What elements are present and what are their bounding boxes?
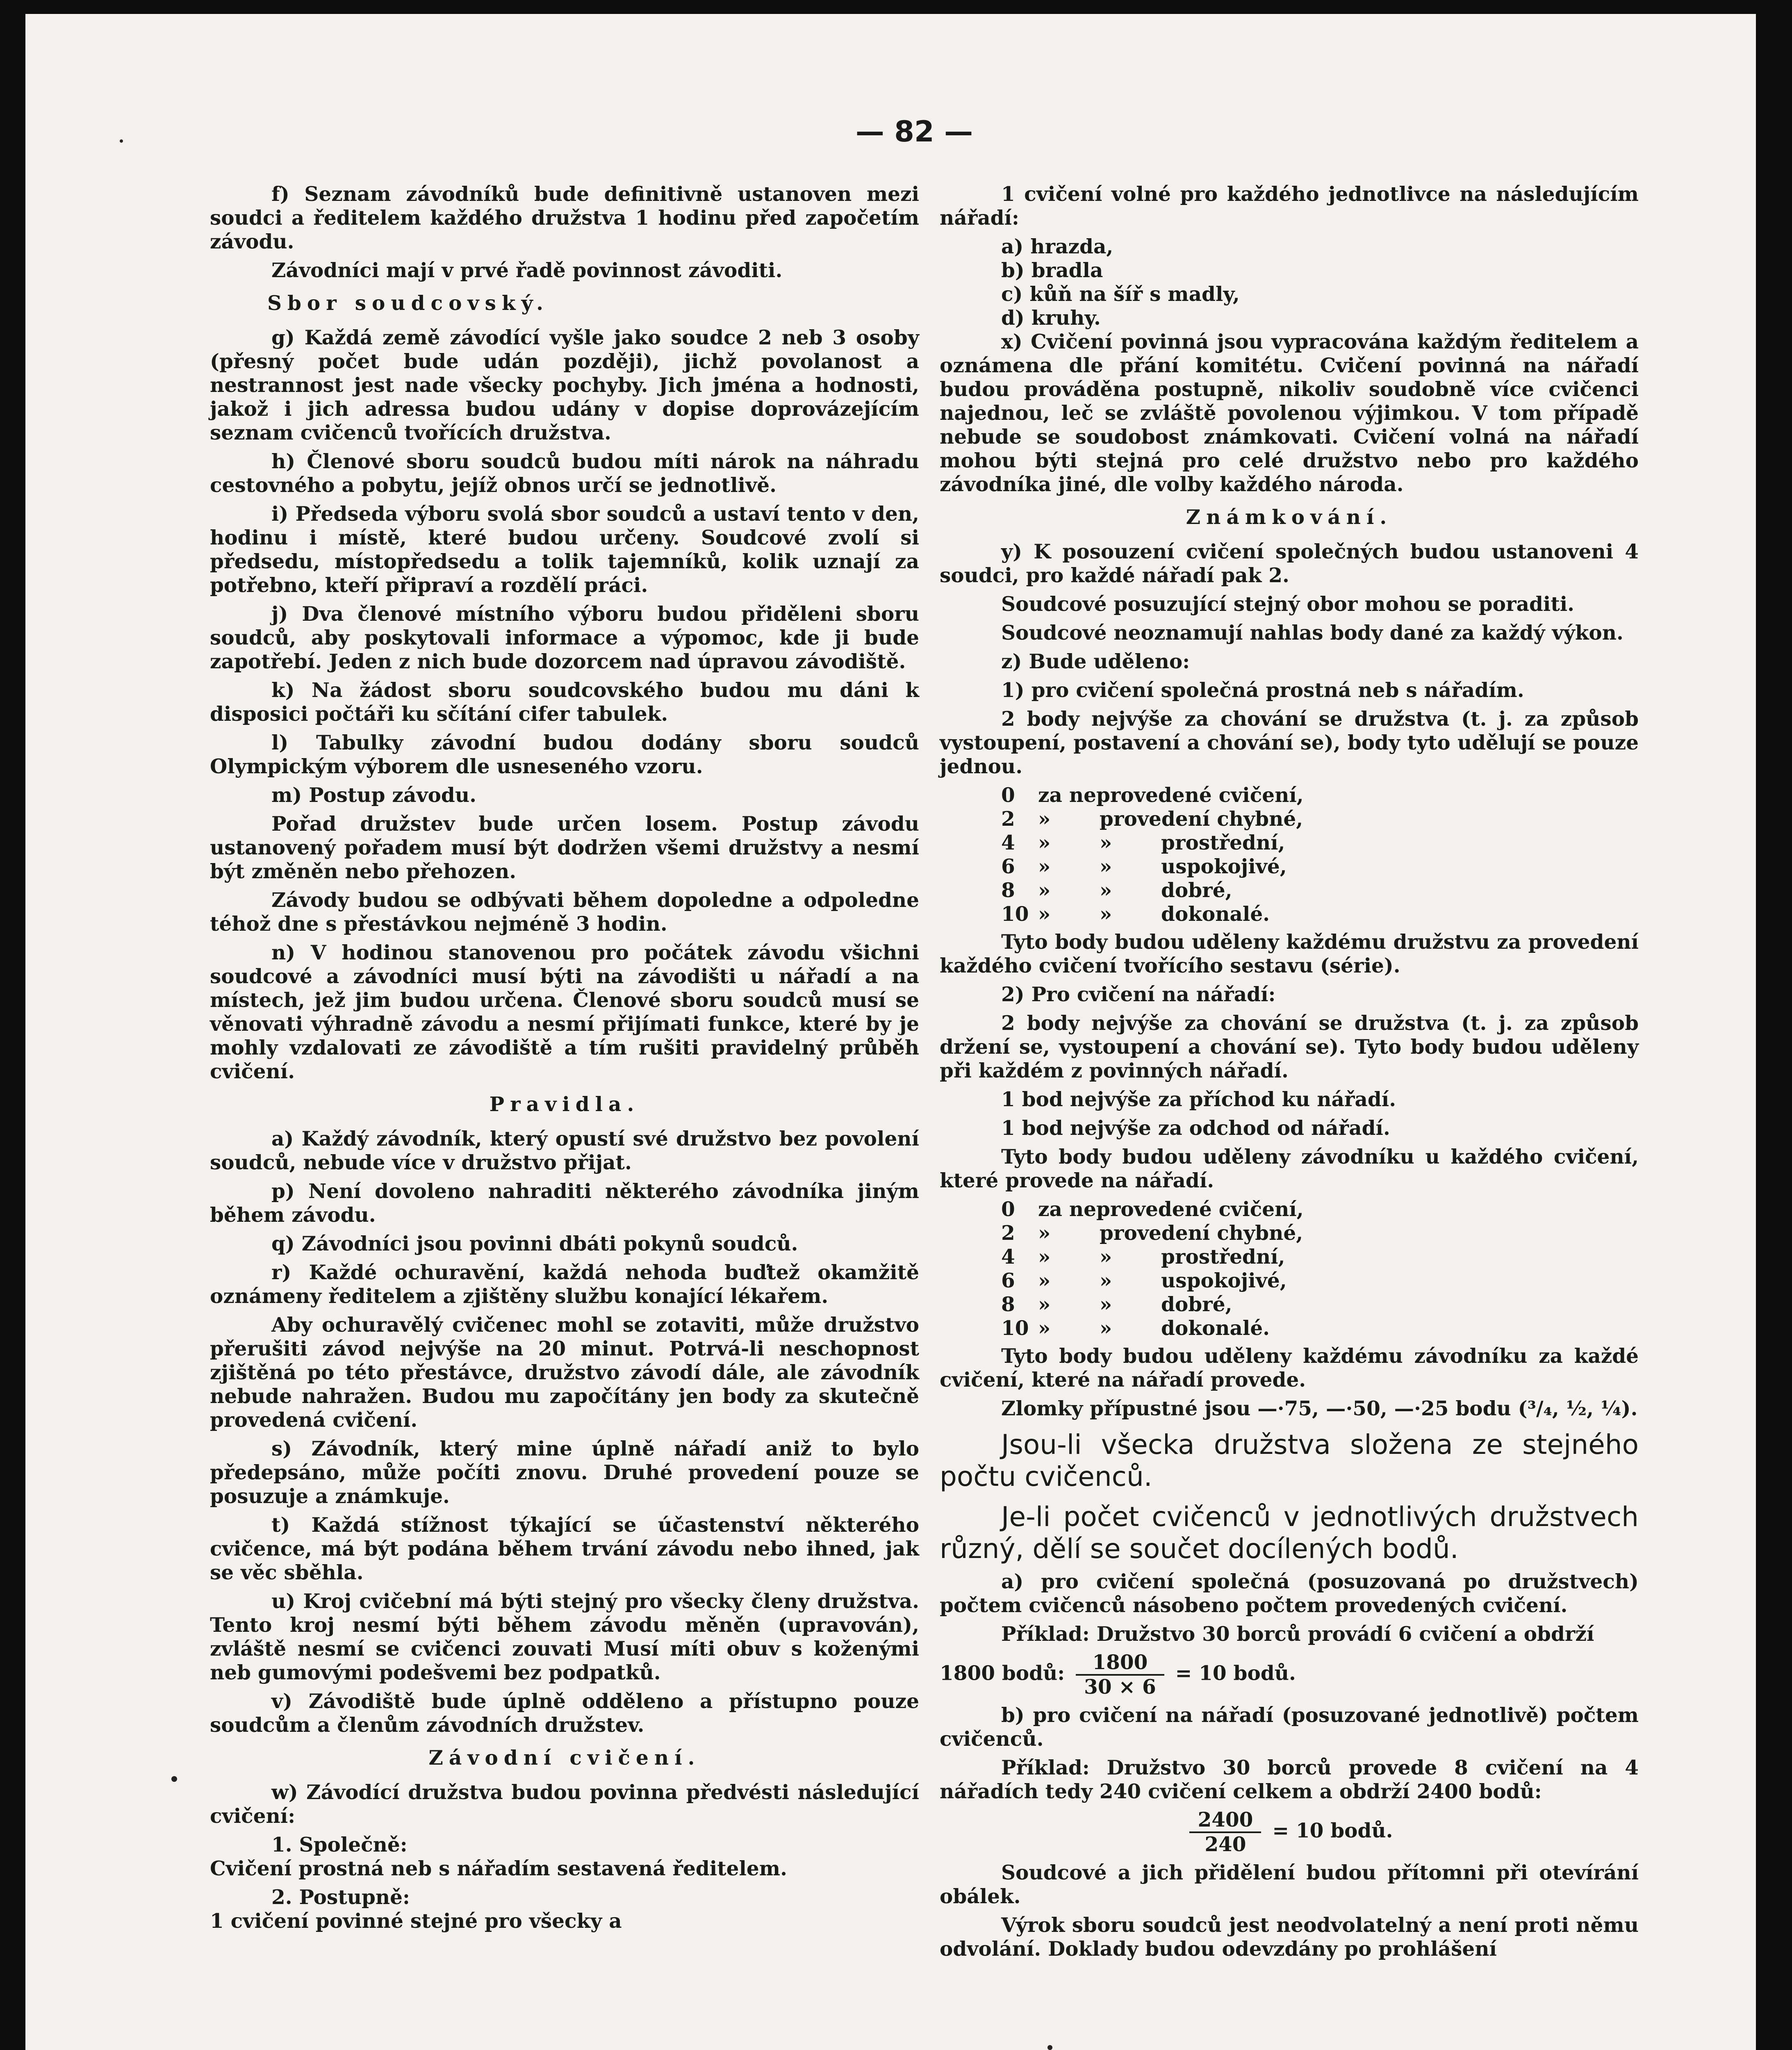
scale-points: 6 [1001, 855, 1015, 878]
ditto-mark: » [1038, 855, 1051, 878]
paragraph-m2: Pořad družstev bude určen losem. Postup závodu ustanovený pořadem musí být dodržen všemi družstvy a nesmí být změněn nebo přehozen. [210, 812, 919, 883]
paragraph-2: 2) Pro cvičení na nářadí: [1001, 983, 1276, 1006]
ditto-mark: » [1038, 1293, 1051, 1316]
heading-zavodni-cviceni: Závodní cvičení. [428, 1746, 701, 1770]
ditto-mark: » [1038, 1269, 1051, 1292]
scale-points: 2 [1001, 807, 1015, 831]
paragraph-l: l) Tabulky závodní budou dodány sboru soudců Olympickým výborem dle usneseného vzoru. [210, 731, 919, 778]
apparatus-d: d) kruhy. [1001, 306, 1101, 330]
example-2-fraction [1189, 1809, 1261, 1856]
scale-points: 8 [1001, 879, 1015, 902]
paragraph-m: m) Postup závodu. [271, 784, 476, 807]
ditto-mark: » [1100, 1269, 1112, 1292]
paragraph-f2: Závodníci mají v prvé řadě povinnost závoditi. [271, 259, 783, 282]
scale-text: dobré, [1161, 1293, 1232, 1316]
example-2-denominator: 240 [1205, 1833, 1246, 1856]
heading-pravidla: Pravidla. [489, 1093, 640, 1116]
ditto-mark: » [1038, 807, 1051, 831]
example-2-result: = 10 bodů. [1272, 1819, 1393, 1843]
paragraph-z: z) Bude uděleno: [1001, 650, 1190, 673]
ditto-mark: » [1100, 831, 1112, 854]
scale-text: prostřední, [1161, 1245, 1285, 1269]
paragraph-t: t) Každá stížnost týkající se účastenství některého cvičence, má být podána během trvání závodu nebo ihned, jak se věc sběhla. [210, 1513, 919, 1584]
scale-row [1001, 1221, 1639, 1245]
scale-text: provedení chybné, [1100, 807, 1303, 831]
scale-row [1001, 1293, 1639, 1317]
scale-points: 10 [1001, 1317, 1029, 1340]
scoring-scale-2 [940, 1198, 1639, 1340]
apparatus-a: a) hrazda, [1001, 235, 1113, 258]
paragraph-w4: 1 cvičení povinné stejné pro všecky a [210, 1909, 622, 1933]
scale-text: dokonalé. [1161, 1317, 1270, 1340]
scale-row [1001, 855, 1639, 879]
scoring-scale-1 [940, 784, 1639, 926]
scale-row [1001, 784, 1639, 807]
scale-text: dobré, [1161, 879, 1232, 902]
scale-text: provedení chybné, [1100, 1221, 1303, 1245]
paragraph-w3: 2. Postupně: [271, 1886, 410, 1909]
scale-points: 2 [1001, 1221, 1015, 1245]
scale-text: dokonalé. [1161, 902, 1270, 926]
paragraph-y: y) K posouzení cvičení společných budou ustanoveni 4 soudci, pro každé nářadí pak 2. [940, 540, 1639, 587]
heading-sbor-soudcovsky: Sbor soudcovský. [267, 292, 549, 315]
paragraph-2b: 1 bod nejvýše za příchod ku nářadí. [1001, 1088, 1396, 1111]
scale-text: uspokojivé, [1161, 1269, 1287, 1292]
ditto-mark: » [1100, 879, 1112, 902]
ditto-mark: » [1038, 1245, 1051, 1269]
scale-row [1001, 1198, 1639, 1221]
paragraph-2a: 2 body nejvýše za chování se družstva (t. j. za způsob držení se, vystoupení a chování se). Tyto body budou uděleny při každém z povinných nářadí. [940, 1011, 1639, 1082]
paragraph-v: v) Závodiště bude úplně odděleno a přístupno pouze soudcům a členům závodních družstev. [210, 1690, 919, 1737]
paragraph-tyto-2: Tyto body budou uděleny každému závodníku za každé cvičení, které na nářadí provede. [940, 1344, 1639, 1392]
scale-text: za neprovedené cvičení, [1038, 1198, 1304, 1221]
paragraph-h: h) Členové sboru soudců budou míti nárok na náhradu cestovného a pobytu, jejíž obnos určí se jednotlivě. [210, 450, 919, 497]
ditto-mark: » [1038, 831, 1051, 854]
scale-row [1001, 902, 1639, 926]
paragraph-w: w) Závodící družstva budou povinna předvésti následující cvičení: [210, 1781, 919, 1828]
scale-row [1001, 807, 1639, 831]
scale-points: 0 [1001, 1198, 1015, 1221]
paragraph-y3: Soudcové neoznamují nahlas body dané za každý výkon. [1001, 621, 1624, 645]
example-1-fraction [1076, 1651, 1164, 1699]
page-number: — 82 — [855, 115, 973, 148]
example-1-numerator: 1800 [1076, 1651, 1164, 1676]
paragraph-r2: Aby ochuravělý cvičenec mohl se zotaviti, může družstvo přerušiti závod nejvýše na 20 minut. Potrvá-li neschopnost zjištěná po této přestávce, družstvo závodí dále, ale závodník nebude nahražen. Budou mu započítány jen body za skutečně provedená cvičení. [210, 1313, 919, 1432]
scale-row [1001, 831, 1639, 855]
scale-text: prostřední, [1161, 831, 1285, 854]
paragraph-1: 1 cvičení volné pro každého jednotlivce na následujícím nářadí: [940, 182, 1639, 230]
paragraph-p: p) Není dovoleno nahraditi některého závodníka jiným během závodu. [210, 1180, 919, 1227]
paragraph-a1: a) pro cvičení společná (posuzovaná po družstvech) počtem cvičenců násobeno počtem provedených cvičení. [940, 1570, 1639, 1617]
paragraph-g: g) Každá země závodící vyšle jako soudce 2 neb 3 osoby (přesný počet bude udán později), jichž povolanost a nestrannost jest nade všecky pochyby. Jich jména a hodnosti, jakož i jich adressa budou udány v dopise doprovázejícím seznam cvičenců tvořících družstva. [210, 326, 919, 444]
scale-points: 0 [1001, 784, 1015, 807]
paragraph-2c: 1 bod nejvýše za odchod od nářadí. [1001, 1116, 1390, 1140]
scan-left-edge [0, 0, 25, 2050]
scale-points: 10 [1001, 902, 1029, 926]
example-1-result: = 10 bodů. [1175, 1661, 1296, 1685]
ditto-mark: » [1100, 1317, 1112, 1340]
paragraph-f: f) Seznam závodníků bude definitivně ustanoven mezi soudci a ředitelem každého družstva 1 hodinu před započetím závodu. [210, 182, 919, 253]
paragraph-a2: Příklad: Družstvo 30 borců provádí 6 cvičení a obdrží [1001, 1622, 1594, 1646]
example-2-numerator: 2400 [1189, 1809, 1261, 1833]
heading-znamkovani: Známkování. [1186, 506, 1393, 529]
paragraph-i: i) Předseda výboru svolá sbor soudců a ustaví tento v den, hodinu i místě, které budou určeny. Soudcové zvolí si předsedu, místopředsedu a tolik tajemníků, kolik uznají za potřebno, kteří připraví a rozdělí práci. [210, 502, 919, 597]
ditto-mark: » [1100, 1245, 1112, 1269]
ditto-mark: » [1038, 1317, 1051, 1340]
scale-text: za neprovedené cvičení, [1038, 784, 1304, 807]
paragraph-w1: 1. Společně: [271, 1833, 408, 1856]
example-1-prefix: 1800 bodů: [940, 1661, 1065, 1685]
example-2-formula [940, 1809, 1639, 1856]
paragraph-y2: Soudcové posuzující stejný obor mohou se poraditi. [1001, 592, 1575, 616]
paragraph-b1: b) pro cvičení na nářadí (posuzované jednotlivě) počtem cvičenců. [940, 1704, 1639, 1751]
paragraph-b2: Příklad: Družstvo 30 borců provede 8 cvičení na 4 nářadích tedy 240 cvičení celkem a obdrží 2400 bodů: [940, 1756, 1639, 1803]
paragraph-end-1: Soudcové a jich přidělení budou přítomni při otevírání obálek. [940, 1861, 1639, 1908]
apparatus-b: b) bradla [1001, 259, 1103, 282]
scan-speck [1047, 2045, 1052, 2050]
paragraph-u: u) Kroj cvičební má býti stejný pro všecky členy družstva. Tento kroj nesmí býti během závodu měněn (upravován), zvláště nesmí se cvičenci zouvati Musí míti obuv s koženými neb gumovými podešvemi bez podpatků. [210, 1590, 919, 1684]
paragraph-z1: 1) pro cvičení společná prostná neb s nářadím. [1001, 679, 1524, 702]
ditto-mark: » [1038, 879, 1051, 902]
paragraph-zlomky: Zlomky přípustné jsou —·75, —·50, —·25 bodu (³/₄, ½, ¼). [1001, 1397, 1638, 1420]
scan-right-edge [1756, 0, 1792, 2050]
scale-row [1001, 879, 1639, 902]
scale-points: 4 [1001, 831, 1015, 854]
heading-unequal-teams: Je-li počet cvičenců v jednotlivých družstvech různý, dělí se součet docílených bodů. [940, 1501, 1639, 1565]
scale-row [1001, 1245, 1639, 1269]
left-column [210, 182, 919, 1938]
apparatus-c: c) kůň na šíř s madly, [1001, 282, 1240, 306]
paragraph-2d: Tyto body budou uděleny závodníku u každého cvičení, které provede na nářadí. [940, 1145, 1639, 1192]
paragraph-m3: Závody budou se odbývati během dopoledne a odpoledne téhož dne s přestávkou nejméně 3 hodin. [210, 888, 919, 936]
heading-equal-teams: Jsou-li všecka družstva složena ze stejného počtu cvičenců. [940, 1429, 1639, 1492]
paragraph-end-2: Výrok sboru soudců jest neodvolatelný a není proti němu odvolání. Doklady budou odevzdány po prohlášení [940, 1913, 1639, 1961]
paragraph-q: q) Závodníci jsou povinni dbáti pokynů soudců. [271, 1232, 798, 1255]
ditto-mark: » [1038, 1221, 1051, 1245]
ditto-mark: » [1038, 902, 1051, 926]
scale-text: uspokojivé, [1161, 855, 1287, 878]
scale-row [1001, 1269, 1639, 1293]
scale-points: 8 [1001, 1293, 1015, 1316]
paragraph-j: j) Dva členové místního výboru budou přiděleni sboru soudců, aby poskytovali informace a výpomoc, kde ji bude zapotřebí. Jeden z nich bude dozorcem nad úpravou závodiště. [210, 602, 919, 673]
scale-row [1001, 1317, 1639, 1340]
paragraph-x: x) Cvičení povinná jsou vypracována každým ředitelem a oznámena dle přání komitétu. Cvičení povinná na nářadí budou prováděna postupně, nikoliv soudobně více cvičenci najednou, leč se zvláště povolenou výjimkou. V tom případě nebude se soudobost známkovati. Cvičení volná na nářadí mohou býti stejná pro celé družstvo nebo pro každého závodníka jiné, dle volby každého národa. [940, 330, 1639, 496]
scale-points: 6 [1001, 1269, 1015, 1292]
ditto-mark: » [1100, 855, 1112, 878]
paragraph-tyto-1: Tyto body budou uděleny každému družstvu za provedení každého cvičení tvořícího sestavu (série). [940, 930, 1639, 977]
scan-top-edge [0, 0, 1792, 14]
example-1-denominator: 30 × 6 [1084, 1675, 1156, 1699]
paragraph-z2: 2 body nejvýše za chování se družstva (t. j. za způsob vystoupení, postavení a chování se), body tyto udělují se pouze jednou. [940, 707, 1639, 778]
example-1-formula [940, 1651, 1639, 1699]
paragraph-k: k) Na žádost sboru soudcovského budou mu dáni k disposici počtáři ku sčítání cifer tabulek. [210, 679, 919, 726]
scale-points: 4 [1001, 1245, 1015, 1269]
scan-speck [171, 1776, 177, 1782]
ditto-mark: » [1100, 902, 1112, 926]
ditto-mark: » [1100, 1293, 1112, 1316]
paragraph-r: r) Každé ochuravění, každá nehoda buďtež okamžitě oznámeny ředitelem a zjištěny službu konající lékařem. [210, 1261, 919, 1308]
paragraph-a: a) Každý závodník, který opustí své družstvo bez povolení soudců, nebude více v družstvo přijat. [210, 1127, 919, 1174]
right-column [940, 182, 1639, 1966]
paragraph-s: s) Závodník, který mine úplně nářadí aniž to bylo předepsáno, může počíti znovu. Druhé provedení pouze se posuzuje a známkuje. [210, 1437, 919, 1508]
paragraph-w2: Cvičení prostná neb s nářadím sestavená ředitelem. [210, 1857, 787, 1880]
paragraph-n: n) V hodinou stanovenou pro počátek závodu všichni soudcové a závodníci musí býti na závodišti u nářadí a na místech, jež jim budou určena. Členové sboru soudců musí se věnovati výhradně závodu a nesmí přijímati funkce, které by je mohly vzdalovati ze závodiště a tím rušiti pravidelný průběh cvičení. [210, 941, 919, 1083]
scan-speck [120, 139, 123, 143]
